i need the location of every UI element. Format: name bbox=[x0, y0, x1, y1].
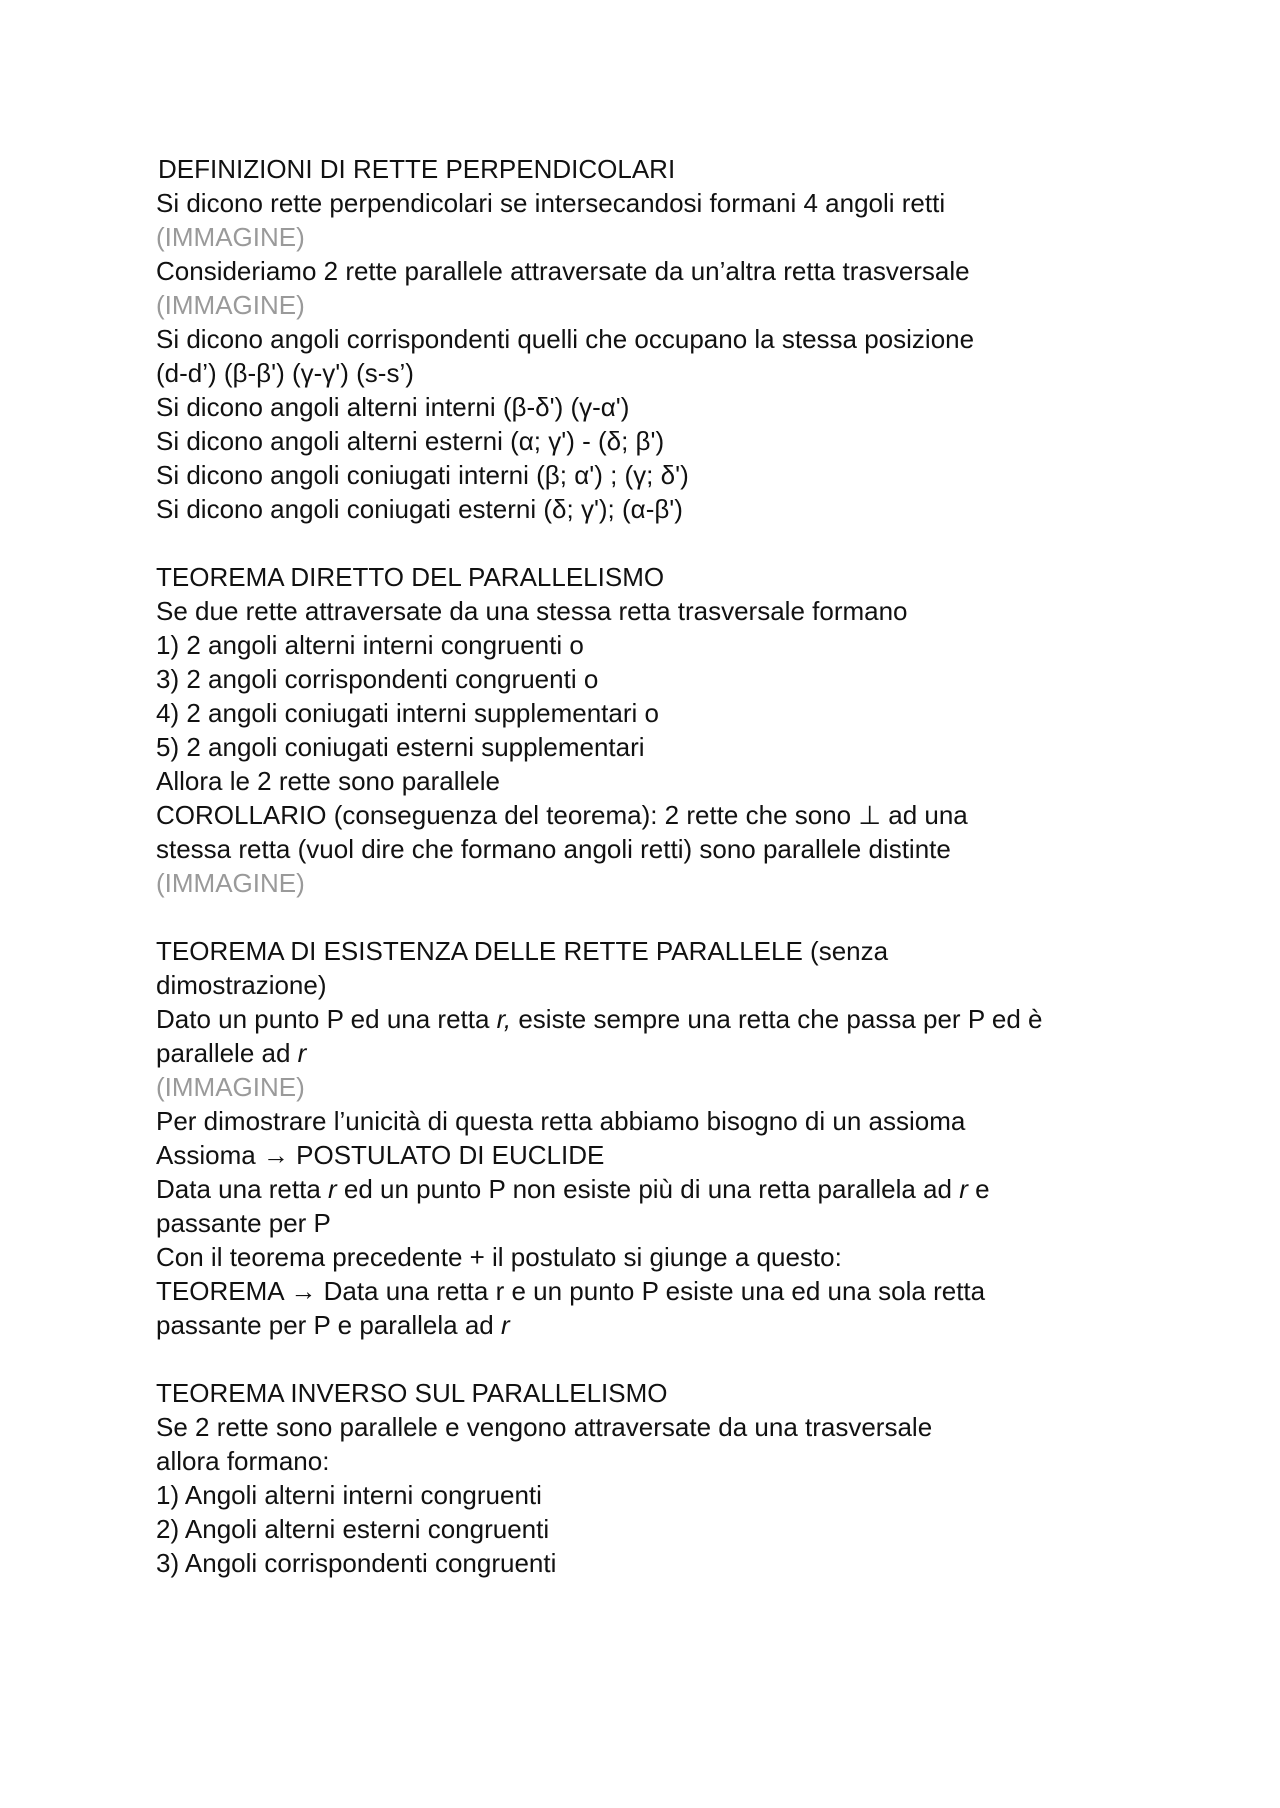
text-line: TEOREMA → Data una retta r e un punto P esiste una ed una sola retta bbox=[156, 1276, 986, 1306]
text-line: Per dimostrare l’unicità di questa retta abbiamo bisogno di un assioma bbox=[156, 1106, 966, 1136]
text-line bbox=[156, 1308, 1156, 1342]
text-span: e bbox=[967, 1174, 990, 1204]
paragraph-gap bbox=[156, 900, 1156, 934]
text-span: passante per P e parallela ad bbox=[156, 1310, 501, 1340]
text-line: Se 2 rette sono parallele e vengono attraversate da una trasversale bbox=[156, 1412, 933, 1442]
variable-r: r bbox=[959, 1174, 968, 1204]
text-line: Se due rette attraversate da una stessa retta trasversale formano bbox=[156, 596, 908, 626]
section-title-existence-theorem-cont: dimostrazione) bbox=[156, 970, 327, 1000]
text-line: allora formano: bbox=[156, 1446, 330, 1476]
list-item: 1) 2 angoli alterni interni congruenti o bbox=[156, 630, 584, 660]
text-line: Si dicono angoli coniugati interni (β; α') ; (γ; δ') bbox=[156, 460, 689, 490]
image-placeholder: (IMMAGINE) bbox=[156, 868, 305, 898]
text-line: Si dicono angoli corrispondenti quelli che occupano la stessa posizione bbox=[156, 324, 975, 354]
text-line bbox=[156, 1172, 1156, 1206]
image-placeholder: (IMMAGINE) bbox=[156, 290, 305, 320]
text-line: Si dicono angoli alterni esterni (α; γ') - (δ; β') bbox=[156, 426, 665, 456]
text-line bbox=[156, 1002, 1156, 1036]
image-placeholder: (IMMAGINE) bbox=[156, 222, 305, 252]
list-item: 3) 2 angoli corrispondenti congruenti o bbox=[156, 664, 599, 694]
text-span: ed un punto P non esiste più di una retta parallela ad bbox=[336, 1174, 960, 1204]
list-item: 2) Angoli alterni esterni congruenti bbox=[156, 1514, 550, 1544]
text-line: passante per P bbox=[156, 1208, 331, 1238]
text-line: Assioma → POSTULATO DI EUCLIDE bbox=[156, 1140, 605, 1170]
text-span: parallele ad bbox=[156, 1038, 298, 1068]
text-span: esiste sempre una retta che passa per P ed è bbox=[511, 1004, 1043, 1034]
text-line: Si dicono rette perpendicolari se intersecandosi formani 4 angoli retti bbox=[156, 188, 946, 218]
text-span: Data una retta bbox=[156, 1174, 328, 1204]
section-title-inverse-theorem: TEOREMA INVERSO SUL PARALLELISMO bbox=[156, 1378, 668, 1408]
variable-r: r bbox=[500, 1310, 510, 1340]
text-line: (d-d’) (β-β') (γ-γ') (s-s’) bbox=[156, 358, 414, 388]
paragraph-gap bbox=[156, 526, 1156, 560]
list-item: 4) 2 angoli coniugati interni supplementari o bbox=[156, 698, 659, 728]
list-item: 5) 2 angoli coniugati esterni supplementari bbox=[156, 732, 645, 762]
corollary-line: COROLLARIO (conseguenza del teorema): 2 rette che sono ⊥ ad una bbox=[156, 800, 968, 830]
text-line: Consideriamo 2 rette parallele attraversate da un’altra retta trasversale bbox=[156, 256, 970, 286]
document-body bbox=[156, 152, 1156, 1580]
section-title-existence-theorem: TEOREMA DI ESISTENZA DELLE RETTE PARALLELE (senza bbox=[156, 936, 889, 966]
section-title-direct-theorem: TEOREMA DIRETTO DEL PARALLELISMO bbox=[156, 562, 665, 592]
text-line bbox=[156, 1036, 1156, 1070]
section-title-perpendicular-lines: DEFINIZIONI DI RETTE PERPENDICOLARI bbox=[158, 154, 676, 184]
image-placeholder: (IMMAGINE) bbox=[156, 1072, 305, 1102]
variable-r: r bbox=[328, 1174, 337, 1204]
text-line: Allora le 2 rette sono parallele bbox=[156, 766, 500, 796]
list-item: 1) Angoli alterni interni congruenti bbox=[156, 1480, 542, 1510]
list-item: 3) Angoli corrispondenti congruenti bbox=[156, 1548, 557, 1578]
text-line: Con il teorema precedente + il postulato si giunge a questo: bbox=[156, 1242, 842, 1272]
paragraph-gap bbox=[156, 1342, 1156, 1376]
corollary-line: stessa retta (vuol dire che formano angoli retti) sono parallele distinte bbox=[156, 834, 951, 864]
variable-r: r, bbox=[496, 1004, 512, 1034]
variable-r: r bbox=[297, 1038, 307, 1068]
text-span: Dato un punto P ed una retta bbox=[156, 1004, 497, 1034]
text-line: Si dicono angoli coniugati esterni (δ; γ'); (α-β') bbox=[156, 494, 683, 524]
text-line: Si dicono angoli alterni interni (β-δ') (γ-α') bbox=[156, 392, 630, 422]
